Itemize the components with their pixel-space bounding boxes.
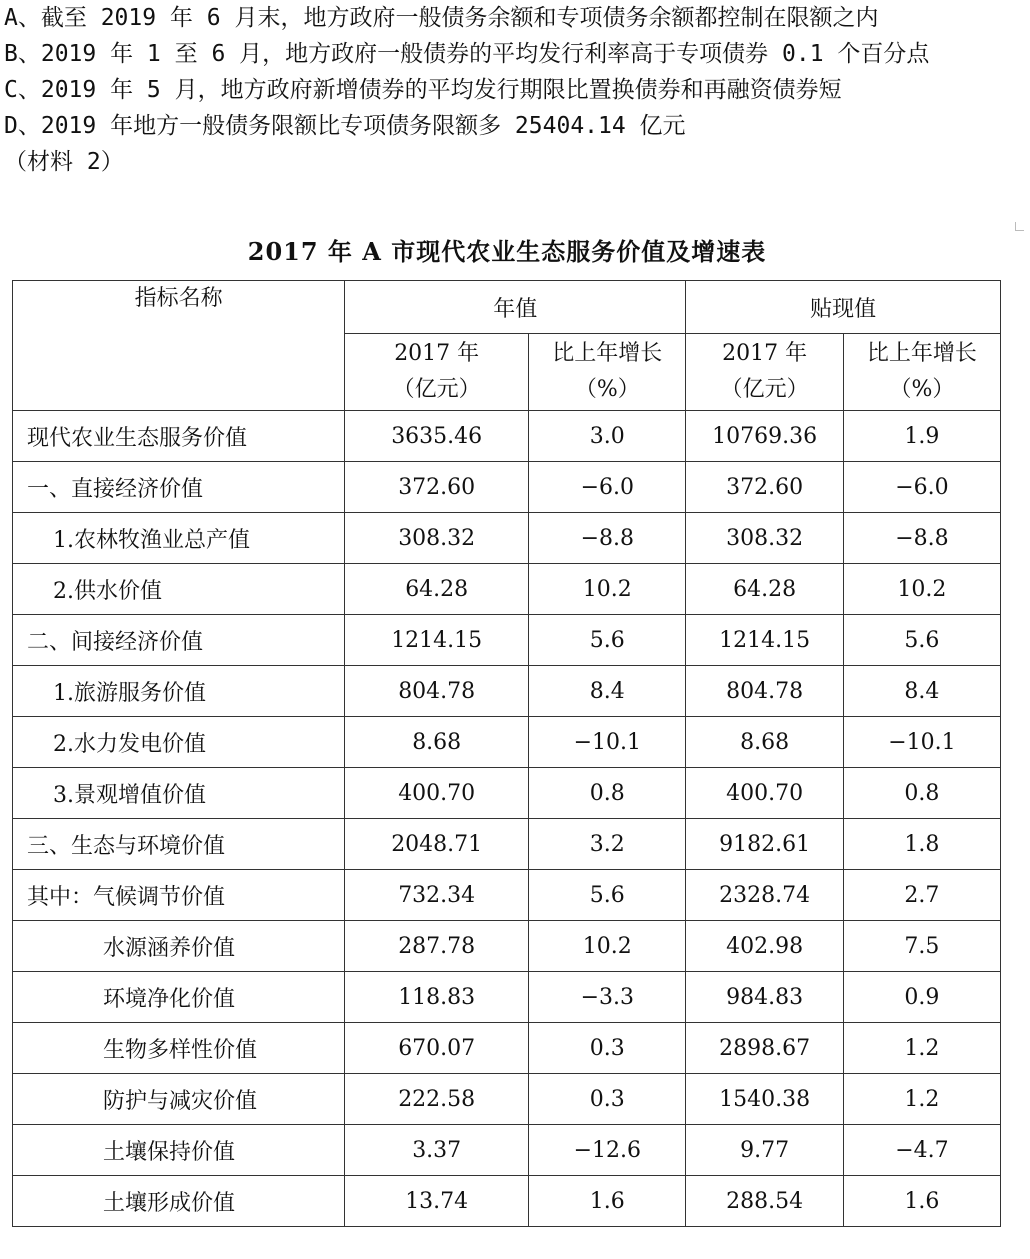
cell-annual-growth: 1.6 [529,1176,686,1227]
cell-discount-growth: −4.7 [843,1125,1000,1176]
cell-discount-2017: 64.28 [686,564,843,615]
table-row [13,564,1001,615]
table-row [13,870,1001,921]
cell-annual-2017: 670.07 [345,1023,529,1074]
row-indicator-name: 其中：气候调节价值 [13,870,345,921]
cell-discount-growth: 0.9 [843,972,1000,1023]
row-indicator-name: 生物多样性价值 [13,1023,345,1074]
cell-discount-2017: 9182.61 [686,819,843,870]
row-indicator-name: 土壤保持价值 [13,1125,345,1176]
cell-discount-2017: 400.70 [686,768,843,819]
cell-discount-2017: 1214.15 [686,615,843,666]
row-indicator-name: 1.农林牧渔业总产值 [13,513,345,564]
row-indicator-name: 现代农业生态服务价值 [13,411,345,462]
cell-annual-2017: 308.32 [345,513,529,564]
cell-annual-2017: 287.78 [345,921,529,972]
cell-discount-growth: 1.8 [843,819,1000,870]
cell-discount-2017: 1540.38 [686,1074,843,1125]
cell-discount-2017: 2328.74 [686,870,843,921]
cell-annual-2017: 804.78 [345,666,529,717]
cell-annual-2017: 3.37 [345,1125,529,1176]
cell-annual-2017: 732.34 [345,870,529,921]
cell-discount-growth: −10.1 [843,717,1000,768]
row-indicator-name: 3.景观增值价值 [13,768,345,819]
cell-discount-2017: 8.68 [686,717,843,768]
header-indicator-name: 指标名称 [13,281,345,411]
cell-discount-2017: 372.60 [686,462,843,513]
option-d: D、2019 年地方一般债务限额比专项债务限额多 25404.14 亿元 [4,113,686,139]
table-row [13,1074,1001,1125]
cell-annual-2017: 64.28 [345,564,529,615]
table-row [13,615,1001,666]
page-corner-mark [1015,222,1024,231]
cell-annual-2017: 400.70 [345,768,529,819]
row-indicator-name: 2.供水价值 [13,564,345,615]
table-body [13,411,1001,1227]
cell-annual-growth: 0.8 [529,768,686,819]
cell-discount-2017: 984.83 [686,972,843,1023]
cell-discount-growth: −6.0 [843,462,1000,513]
table-row [13,513,1001,564]
table-row [13,1176,1001,1227]
cell-discount-growth: 0.8 [843,768,1000,819]
cell-annual-growth: 0.3 [529,1023,686,1074]
cell-annual-growth: −3.3 [529,972,686,1023]
cell-annual-growth: −8.8 [529,513,686,564]
table-row [13,717,1001,768]
cell-annual-growth: 3.2 [529,819,686,870]
cell-annual-growth: 8.4 [529,666,686,717]
cell-discount-growth: 1.9 [843,411,1000,462]
table-row [13,1023,1001,1074]
data-table [12,280,1001,1227]
cell-discount-growth: 1.2 [843,1023,1000,1074]
cell-discount-growth: 7.5 [843,921,1000,972]
cell-discount-growth: 1.6 [843,1176,1000,1227]
table-row [13,972,1001,1023]
header-annual-growth: 比上年增长 （%） [529,334,686,411]
cell-discount-2017: 288.54 [686,1176,843,1227]
cell-annual-2017: 2048.71 [345,819,529,870]
row-indicator-name: 三、生态与环境价值 [13,819,345,870]
table-row [13,819,1001,870]
row-indicator-name: 防护与减灾价值 [13,1074,345,1125]
table-row [13,768,1001,819]
header-annual-value: 年值 [345,281,686,334]
row-indicator-name: 2.水力发电价值 [13,717,345,768]
cell-annual-growth: 5.6 [529,870,686,921]
cell-annual-2017: 3635.46 [345,411,529,462]
header-annual-2017: 2017 年 （亿元） [345,334,529,411]
cell-discount-growth: 1.2 [843,1074,1000,1125]
material-label: （材料 2） [4,149,124,175]
cell-discount-2017: 402.98 [686,921,843,972]
cell-discount-growth: 8.4 [843,666,1000,717]
row-indicator-name: 水源涵养价值 [13,921,345,972]
table-row [13,1125,1001,1176]
cell-annual-growth: 0.3 [529,1074,686,1125]
cell-annual-growth: 3.0 [529,411,686,462]
cell-annual-growth: 5.6 [529,615,686,666]
table-title: 2017 年 A 市现代农业生态服务价值及增速表 [247,237,767,266]
cell-annual-growth: −6.0 [529,462,686,513]
cell-discount-growth: −8.8 [843,513,1000,564]
cell-annual-2017: 222.58 [345,1074,529,1125]
table-row [13,462,1001,513]
table-row [13,411,1001,462]
row-indicator-name: 1.旅游服务价值 [13,666,345,717]
cell-discount-2017: 804.78 [686,666,843,717]
row-indicator-name: 一、直接经济价值 [13,462,345,513]
header-discount-growth: 比上年增长 （%） [843,334,1000,411]
cell-annual-2017: 1214.15 [345,615,529,666]
row-indicator-name: 环境净化价值 [13,972,345,1023]
option-c: C、2019 年 5 月，地方政府新增债券的平均发行期限比置换债券和再融资债券短 [4,77,842,103]
cell-annual-2017: 372.60 [345,462,529,513]
cell-annual-growth: −12.6 [529,1125,686,1176]
cell-discount-growth: 10.2 [843,564,1000,615]
cell-discount-2017: 10769.36 [686,411,843,462]
table-row [13,921,1001,972]
table-row [13,666,1001,717]
cell-discount-2017: 9.77 [686,1125,843,1176]
option-b: B、2019 年 1 至 6 月，地方政府一般债券的平均发行利率高于专项债券 0.1 个百分点 [4,41,930,67]
header-discounted-value: 贴现值 [686,281,1001,334]
cell-annual-2017: 8.68 [345,717,529,768]
cell-annual-growth: 10.2 [529,921,686,972]
cell-discount-2017: 2898.67 [686,1023,843,1074]
row-indicator-name: 土壤形成价值 [13,1176,345,1227]
cell-discount-2017: 308.32 [686,513,843,564]
option-a: A、截至 2019 年 6 月末，地方政府一般债务余额和专项债务余额都控制在限额之内 [4,5,879,31]
cell-discount-growth: 2.7 [843,870,1000,921]
question-options [0,0,1030,180]
row-indicator-name: 二、间接经济价值 [13,615,345,666]
cell-annual-growth: 10.2 [529,564,686,615]
cell-annual-growth: −10.1 [529,717,686,768]
header-discount-2017: 2017 年 （亿元） [686,334,843,411]
cell-annual-2017: 118.83 [345,972,529,1023]
cell-annual-2017: 13.74 [345,1176,529,1227]
cell-discount-growth: 5.6 [843,615,1000,666]
